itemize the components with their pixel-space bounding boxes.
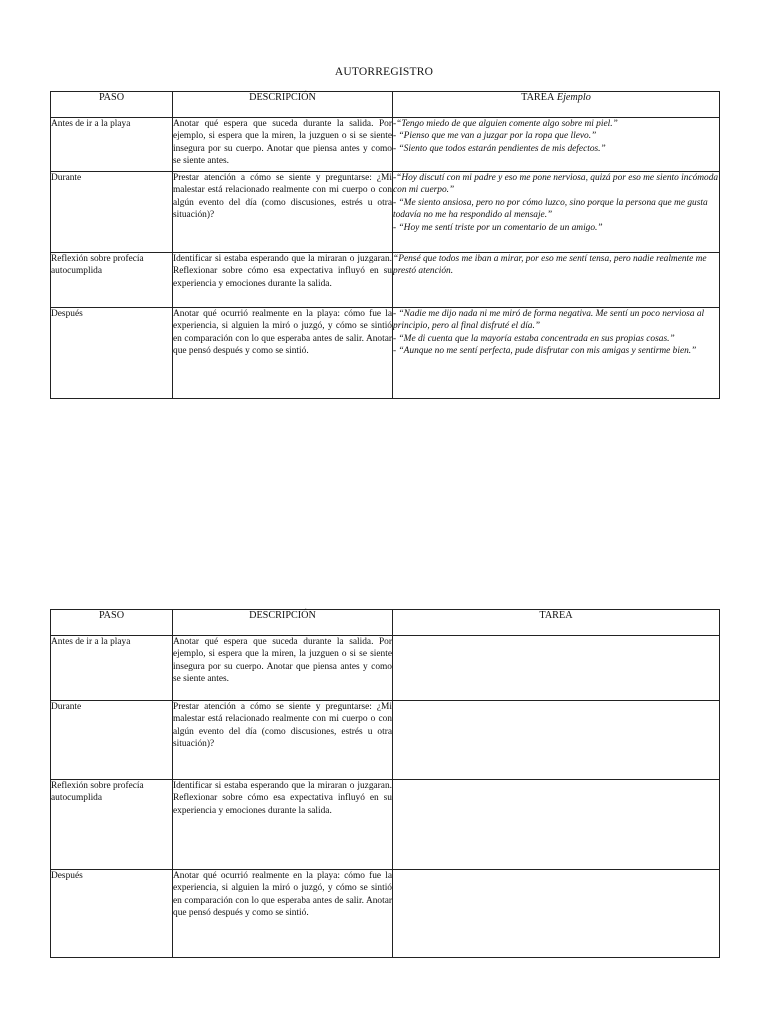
description-cell: Anotar qué espera que suceda durante la salida. Por ejemplo, si espera que la miren, la juzguen o si se siente insegura por su cuerpo. Anotar que piensa antes y como se siente antes. (173, 118, 393, 172)
task-example-cell (393, 172, 720, 253)
description-cell: Anotar qué ocurrió realmente en la playa: cómo fue la experiencia, si alguien la miró o juzgó, y cómo se sintió en comparación con lo que esperaba antes de salir. Anotar que pensó después y como se sintió. (173, 308, 393, 399)
table-row (51, 780, 720, 870)
description-cell: Identificar si estaba esperando que la miraran o juzgaran. Reflexionar sobre cómo esa expectativa influyó en su experiencia y emociones durante la salida. (173, 253, 393, 308)
header-tarea: TAREA (393, 610, 720, 636)
task-line: - “Hoy me sentí triste por un comentario de un amigo.” (393, 222, 603, 233)
task-blank-cell[interactable] (393, 636, 720, 701)
table-row (51, 701, 720, 780)
step-cell: Reflexión sobre profecía autocumplida (51, 253, 173, 308)
step-cell: Reflexión sobre profecía autocumplida (51, 780, 173, 870)
table-header-row (51, 92, 720, 118)
header-descripcion: DESCRIPCIÓN (173, 92, 393, 118)
task-example-cell (393, 253, 720, 308)
task-blank-cell[interactable] (393, 870, 720, 958)
task-example-cell (393, 118, 720, 172)
worksheet-table (50, 609, 720, 958)
task-line: “Pensé que todos me iban a mirar, por eso me sentí tensa, pero nadie realmente me prestó atención. (393, 254, 707, 277)
description-cell: Anotar qué espera que suceda durante la salida. Por ejemplo, si espera que la miren, la juzguen o si se siente insegura por su cuerpo. Anotar que piensa antes y como se siente antes. (173, 636, 393, 701)
description-cell: Prestar atención a cómo se siente y preguntarse: ¿Mi malestar está relacionado realmente con mi cuerpo o con algún evento del día (como discusiones, estrés u otra situación)? (173, 701, 393, 780)
header-paso: PASO (51, 92, 173, 118)
task-line: - “Me siento ansiosa, pero no por cómo luzco, sino porque la persona que me gusta todavía no me ha respondido al mensaje.” (393, 197, 708, 221)
step-cell: Después (51, 308, 173, 399)
task-line: - “Nadie me dijo nada ni me miró de forma negativa. Me sentí un poco nerviosa al principio, pero al final disfruté el día.” (393, 309, 705, 332)
description-cell: Prestar atención a cómo se siente y preguntarse: ¿Mi malestar está relacionado realmente con mi cuerpo o con algún evento del día (como discusiones, estrés u otra situación)? (173, 172, 393, 253)
table-row (51, 870, 720, 958)
table-header-row (51, 610, 720, 636)
task-line: -“Hoy discutí con mi padre y eso me pone nerviosa, quizá por eso me siento incómoda con mi cuerpo.” (393, 173, 719, 196)
step-cell: Antes de ir a la playa (51, 636, 173, 701)
task-line: - “Aunque no me sentí perfecta, pude disfrutar con mis amigas y sentirme bien.” (393, 346, 697, 357)
task-line: -“Tengo miedo de que alguien comente algo sobre mi piel.” (393, 119, 618, 129)
task-line: - “Siento que todos estarán pendientes de mis defectos.” (393, 143, 606, 154)
task-example-cell (393, 308, 720, 399)
header-descripcion: DESCRIPCIÓN (173, 610, 393, 636)
table-row (51, 308, 720, 399)
table-row (51, 636, 720, 701)
step-cell: Durante (51, 172, 173, 253)
example-table (50, 91, 720, 399)
header-paso: PASO (51, 610, 173, 636)
task-line: - “Pienso que me van a juzgar por la ropa que llevo.” (393, 131, 597, 142)
description-cell: Identificar si estaba esperando que la miraran o juzgaran. Reflexionar sobre cómo esa expectativa influyó en su experiencia y emociones durante la salida. (173, 780, 393, 870)
document-title: AUTORREGISTRO (334, 66, 434, 78)
header-tarea: TAREA Ejemplo (393, 92, 720, 118)
step-cell: Después (51, 870, 173, 958)
task-line: - “Me di cuenta que la mayoría estaba concentrada en sus propias cosas.” (393, 333, 675, 344)
task-blank-cell[interactable] (393, 701, 720, 780)
table-row (51, 172, 720, 253)
table-row (51, 118, 720, 172)
task-blank-cell[interactable] (393, 780, 720, 870)
table-row (51, 253, 720, 308)
step-cell: Antes de ir a la playa (51, 118, 173, 172)
step-cell: Durante (51, 701, 173, 780)
description-cell: Anotar qué ocurrió realmente en la playa: cómo fue la experiencia, si alguien la miró o juzgó, y cómo se sintió en comparación con lo que esperaba antes de salir. Anotar que pensó después y como se sintió. (173, 870, 393, 958)
header-tarea-suffix: Ejemplo (556, 92, 591, 103)
